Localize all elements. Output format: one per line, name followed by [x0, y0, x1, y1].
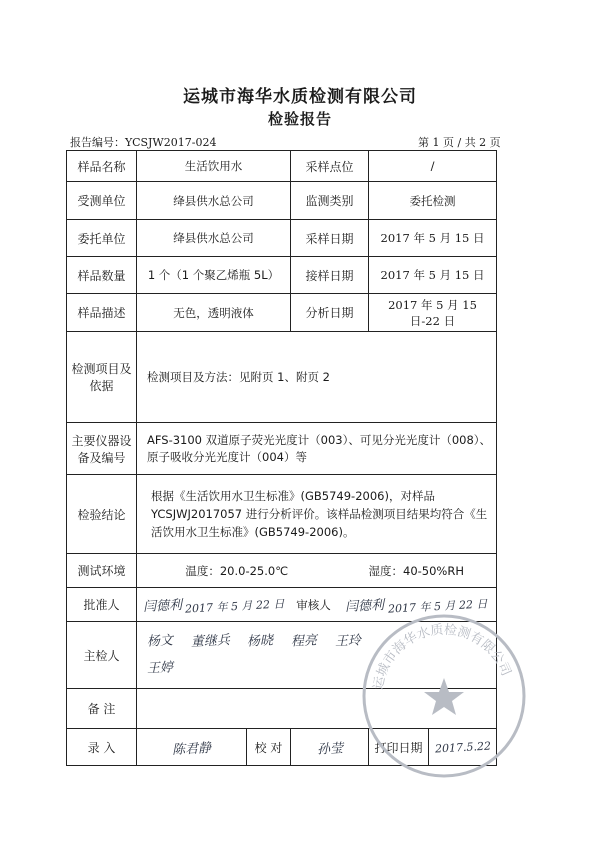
value-sample-count: 1 个（1 个聚乙烯瓶 5L）	[137, 257, 291, 294]
row-entry	[67, 729, 497, 766]
inspector-sign-3: 杨晓	[246, 633, 274, 650]
row-sample-name	[67, 151, 497, 182]
entry-signature	[137, 729, 247, 766]
value-client: 绛县供水总公司	[137, 220, 291, 257]
value-sampling-point: /	[369, 151, 497, 182]
label-client: 委托单位	[67, 220, 137, 257]
value-description: 无色，透明液体	[137, 294, 291, 332]
label-tested-unit: 受测单位	[67, 182, 137, 220]
entry-sign: 陈君静	[171, 740, 212, 758]
row-inspectors	[67, 622, 497, 689]
label-remarks: 备 注	[67, 689, 137, 729]
value-instruments: AFS-3100 双道原子荧光光度计（003）、可见分光光度计（008）、原子吸收分光光度计（004）等	[137, 423, 497, 475]
row-environment	[67, 554, 497, 588]
label-analysis-date: 分析日期	[291, 294, 369, 332]
print-date: 2017.5.22	[434, 739, 491, 756]
row-tested-unit	[67, 182, 497, 220]
label-reviewer: 审核人	[291, 588, 337, 622]
label-entry: 录 入	[67, 729, 137, 766]
inspector-sign-2: 董继兵	[190, 632, 231, 651]
value-humidity: 湿度：40-50%RH	[337, 554, 497, 588]
label-test-items: 检测项目及依据	[67, 332, 137, 423]
value-conclusion: 根据《生活饮用水卫生标准》(GB5749-2006)，对样品 YCSJWJ2017057 进行分析评价。该样品检测项目结果均符合《生活饮用水卫生标准》(GB5749-2006)。	[137, 475, 497, 554]
inspector-sign-4: 程亮	[290, 633, 318, 650]
label-sample-count: 样品数量	[67, 257, 137, 294]
approver-date: 2017 年 5 月 22 日	[185, 597, 286, 616]
label-monitor-type: 监测类别	[291, 182, 369, 220]
value-receive-date: 2017 年 5 月 15 日	[369, 257, 497, 294]
value-remarks	[137, 689, 497, 729]
label-sampling-point: 采样点位	[291, 151, 369, 182]
reviewer-signature	[337, 588, 497, 622]
row-test-items	[67, 332, 497, 423]
row-instruments	[67, 423, 497, 475]
report-title: 检验报告	[267, 110, 332, 128]
label-receive-date: 接样日期	[291, 257, 369, 294]
value-tested-unit: 绛县供水总公司	[137, 182, 291, 220]
approver-sign: 闫德利	[142, 597, 183, 616]
value-sampling-date: 2017 年 5 月 15 日	[369, 220, 497, 257]
row-conclusion	[67, 475, 497, 554]
label-description: 样品描述	[67, 294, 137, 332]
inspector-sign-6: 王婷	[146, 660, 174, 677]
reviewer-date: 2017 年 5 月 22 日	[387, 597, 488, 616]
report-table	[66, 150, 497, 766]
inspector-sign-5: 王玲	[334, 633, 362, 650]
label-environment: 测试环境	[67, 554, 137, 588]
inspector-signatures	[137, 622, 497, 689]
inspector-sign-1: 杨文	[146, 633, 174, 650]
value-test-items: 检测项目及方法：见附页 1、附页 2	[137, 332, 497, 423]
company-name: 运城市海华水质检测有限公司	[183, 87, 417, 107]
row-client	[67, 220, 497, 257]
seal-text: 运城市海华水质检测有限公司	[371, 622, 514, 691]
value-monitor-type: 委托检测	[369, 182, 497, 220]
print-date-signature	[429, 729, 497, 766]
label-check: 校 对	[247, 729, 291, 766]
value-sample-name: 生活饮用水	[137, 151, 291, 182]
approver-signature	[137, 588, 291, 622]
label-sampling-date: 采样日期	[291, 220, 369, 257]
value-analysis-date: 2017 年 5 月 15 日-22 日	[369, 294, 497, 332]
label-instruments: 主要仪器设备及编号	[67, 423, 137, 475]
row-remarks	[67, 689, 497, 729]
page-indicator: 第 1 页 / 共 2 页	[418, 136, 501, 149]
report-number: 报告编号：YCSJW2017-024	[70, 136, 217, 149]
row-sample-count	[67, 257, 497, 294]
value-temperature: 温度：20.0-25.0℃	[137, 554, 337, 588]
row-approver	[67, 588, 497, 622]
check-sign: 孙莹	[316, 740, 343, 758]
check-signature	[291, 729, 369, 766]
label-sample-name: 样品名称	[67, 151, 137, 182]
label-inspectors: 主检人	[67, 622, 137, 689]
label-approver: 批准人	[67, 588, 137, 622]
label-print-date: 打印日期	[369, 729, 429, 766]
reviewer-sign: 闫德利	[344, 597, 385, 616]
label-conclusion: 检验结论	[67, 475, 137, 554]
row-description	[67, 294, 497, 332]
